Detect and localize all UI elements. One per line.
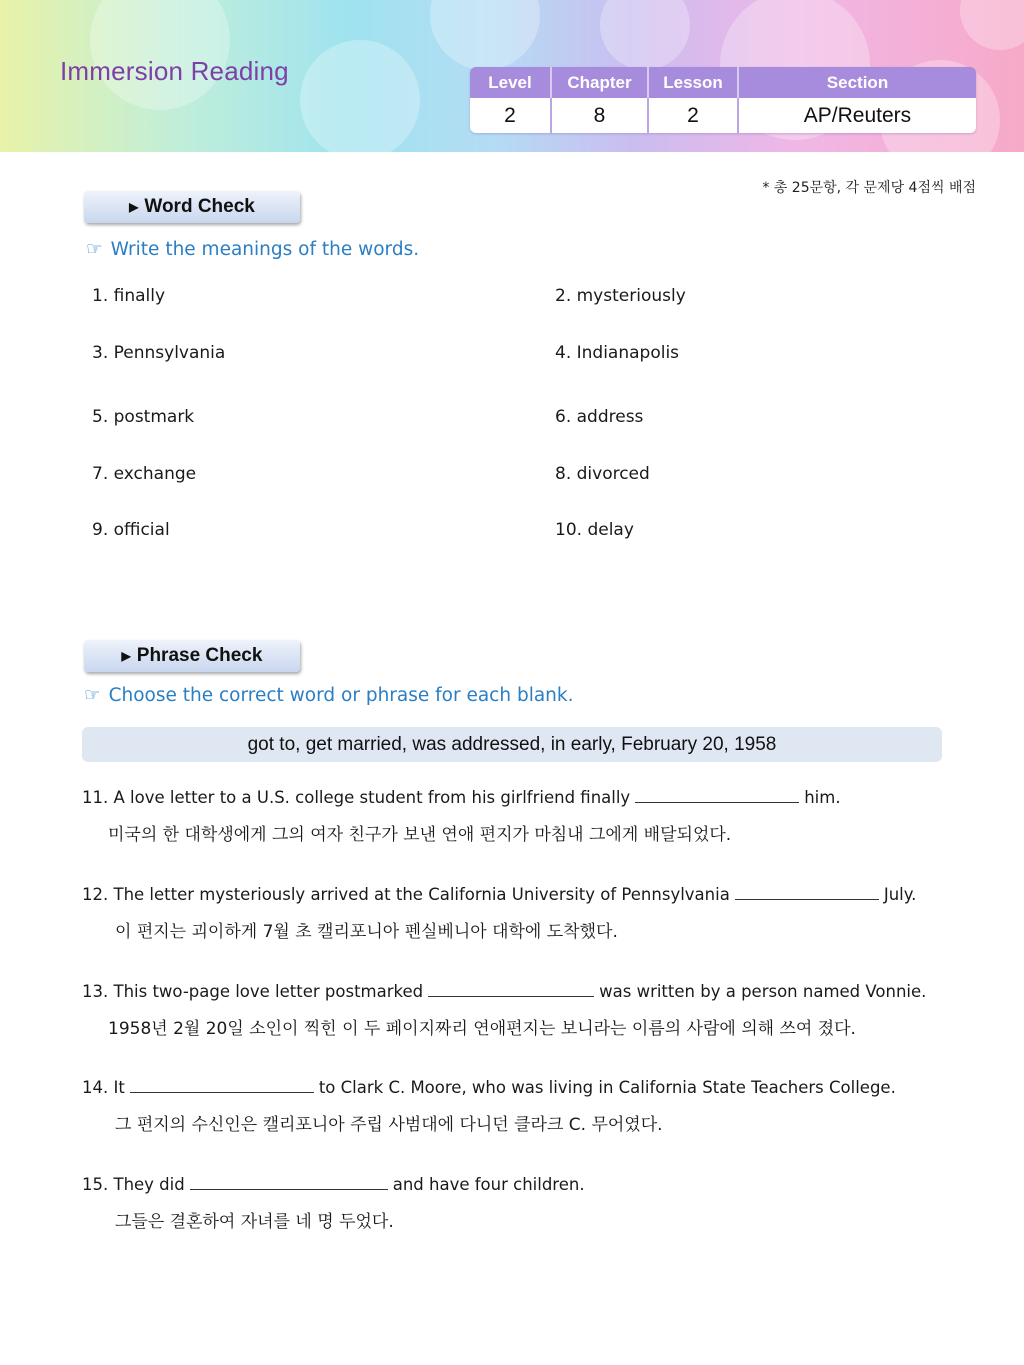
logo: Immersion Reading xyxy=(60,56,289,86)
phrase-check-tab xyxy=(84,640,300,672)
question-text: was written by a person named Vonnie. xyxy=(599,982,927,1001)
instruction-text: Write the meanings of the words. xyxy=(110,239,420,260)
lesson-info-table xyxy=(470,67,976,133)
word-item: 5. postmark xyxy=(92,407,195,427)
question-12-translation: 이 편지는 괴이하게 7월 초 캘리포니아 펜실베니아 대학에 도착했다. xyxy=(115,922,618,942)
word-item: 3. Pennsylvania xyxy=(92,343,226,363)
level-header: Level xyxy=(488,72,532,92)
answer-blank[interactable] xyxy=(735,885,879,900)
score-note: * 총 25문항, 각 문제당 4점씩 배점 xyxy=(762,180,976,196)
question-text: 11. A love letter to a U.S. college student from his girlfriend finally xyxy=(82,788,631,807)
level-value: 2 xyxy=(504,103,516,127)
question-12 xyxy=(82,885,916,904)
header-banner xyxy=(0,0,1024,152)
question-text: to Clark C. Moore, who was living in California State Teachers College. xyxy=(318,1078,896,1097)
answer-blank[interactable] xyxy=(635,788,799,803)
question-11 xyxy=(82,788,841,807)
section-header: Section xyxy=(737,67,976,98)
chapter-header: Chapter xyxy=(550,67,647,98)
word-check-label: Word Check xyxy=(144,196,255,217)
word-item: 2. mysteriously xyxy=(555,286,686,306)
chapter-value: 8 xyxy=(550,98,647,133)
section-value: AP/Reuters xyxy=(737,98,976,133)
word-item: 8. divorced xyxy=(555,464,650,484)
word-check-tab xyxy=(84,191,300,223)
question-text: 14. It xyxy=(82,1078,125,1097)
question-14 xyxy=(82,1078,896,1097)
lesson-header: Lesson xyxy=(647,67,737,98)
word-item: 1. finally xyxy=(92,286,166,306)
question-text: 12. The letter mysteriously arrived at the California University of Pennsylvania xyxy=(82,885,730,904)
question-11-translation: 미국의 한 대학생에게 그의 여자 친구가 보낸 연애 편지가 마침내 그에게 배달되었다. xyxy=(108,825,732,845)
answer-blank[interactable] xyxy=(428,982,594,997)
answer-blank[interactable] xyxy=(190,1175,388,1190)
instruction-text: Choose the correct word or phrase for each blank. xyxy=(108,685,574,706)
word-item: 9. official xyxy=(92,520,170,540)
lesson-value: 2 xyxy=(647,98,737,133)
phrase-check-instruction xyxy=(84,685,574,706)
triangle-right-icon: ▶ xyxy=(129,200,139,214)
word-item: 7. exchange xyxy=(92,464,197,484)
word-bank: got to, get married, was addressed, in early, February 20, 1958 xyxy=(82,727,942,762)
pointing-hand-icon: ☞ xyxy=(86,239,103,260)
word-item: 10. delay xyxy=(555,520,634,540)
question-text: and have four children. xyxy=(392,1175,585,1194)
question-14-translation: 그 편지의 수신인은 캘리포니아 주립 사범대에 다니던 클라크 C. 무어였다. xyxy=(115,1115,663,1135)
question-text: 13. This two-page love letter postmarked xyxy=(82,982,424,1001)
pointing-hand-icon: ☞ xyxy=(84,685,101,706)
question-15-translation: 그들은 결혼하여 자녀를 네 명 두었다. xyxy=(115,1212,394,1232)
info-value-row xyxy=(470,98,976,133)
question-text: 15. They did xyxy=(82,1175,185,1194)
word-check-instruction xyxy=(86,239,419,260)
question-15 xyxy=(82,1175,585,1194)
question-text: him. xyxy=(804,788,841,807)
word-item: 6. address xyxy=(555,407,644,427)
question-13 xyxy=(82,982,926,1001)
answer-blank[interactable] xyxy=(130,1078,314,1093)
word-item: 4. Indianapolis xyxy=(555,343,680,363)
info-header-row xyxy=(470,67,976,98)
question-text: July. xyxy=(883,885,917,904)
question-13-translation: 1958년 2월 20일 소인이 찍힌 이 두 페이지짜리 연애편지는 보니라는 이름의 사람에 의해 쓰여 졌다. xyxy=(108,1019,856,1039)
phrase-check-label: Phrase Check xyxy=(136,645,263,666)
triangle-right-icon: ▶ xyxy=(121,649,131,663)
